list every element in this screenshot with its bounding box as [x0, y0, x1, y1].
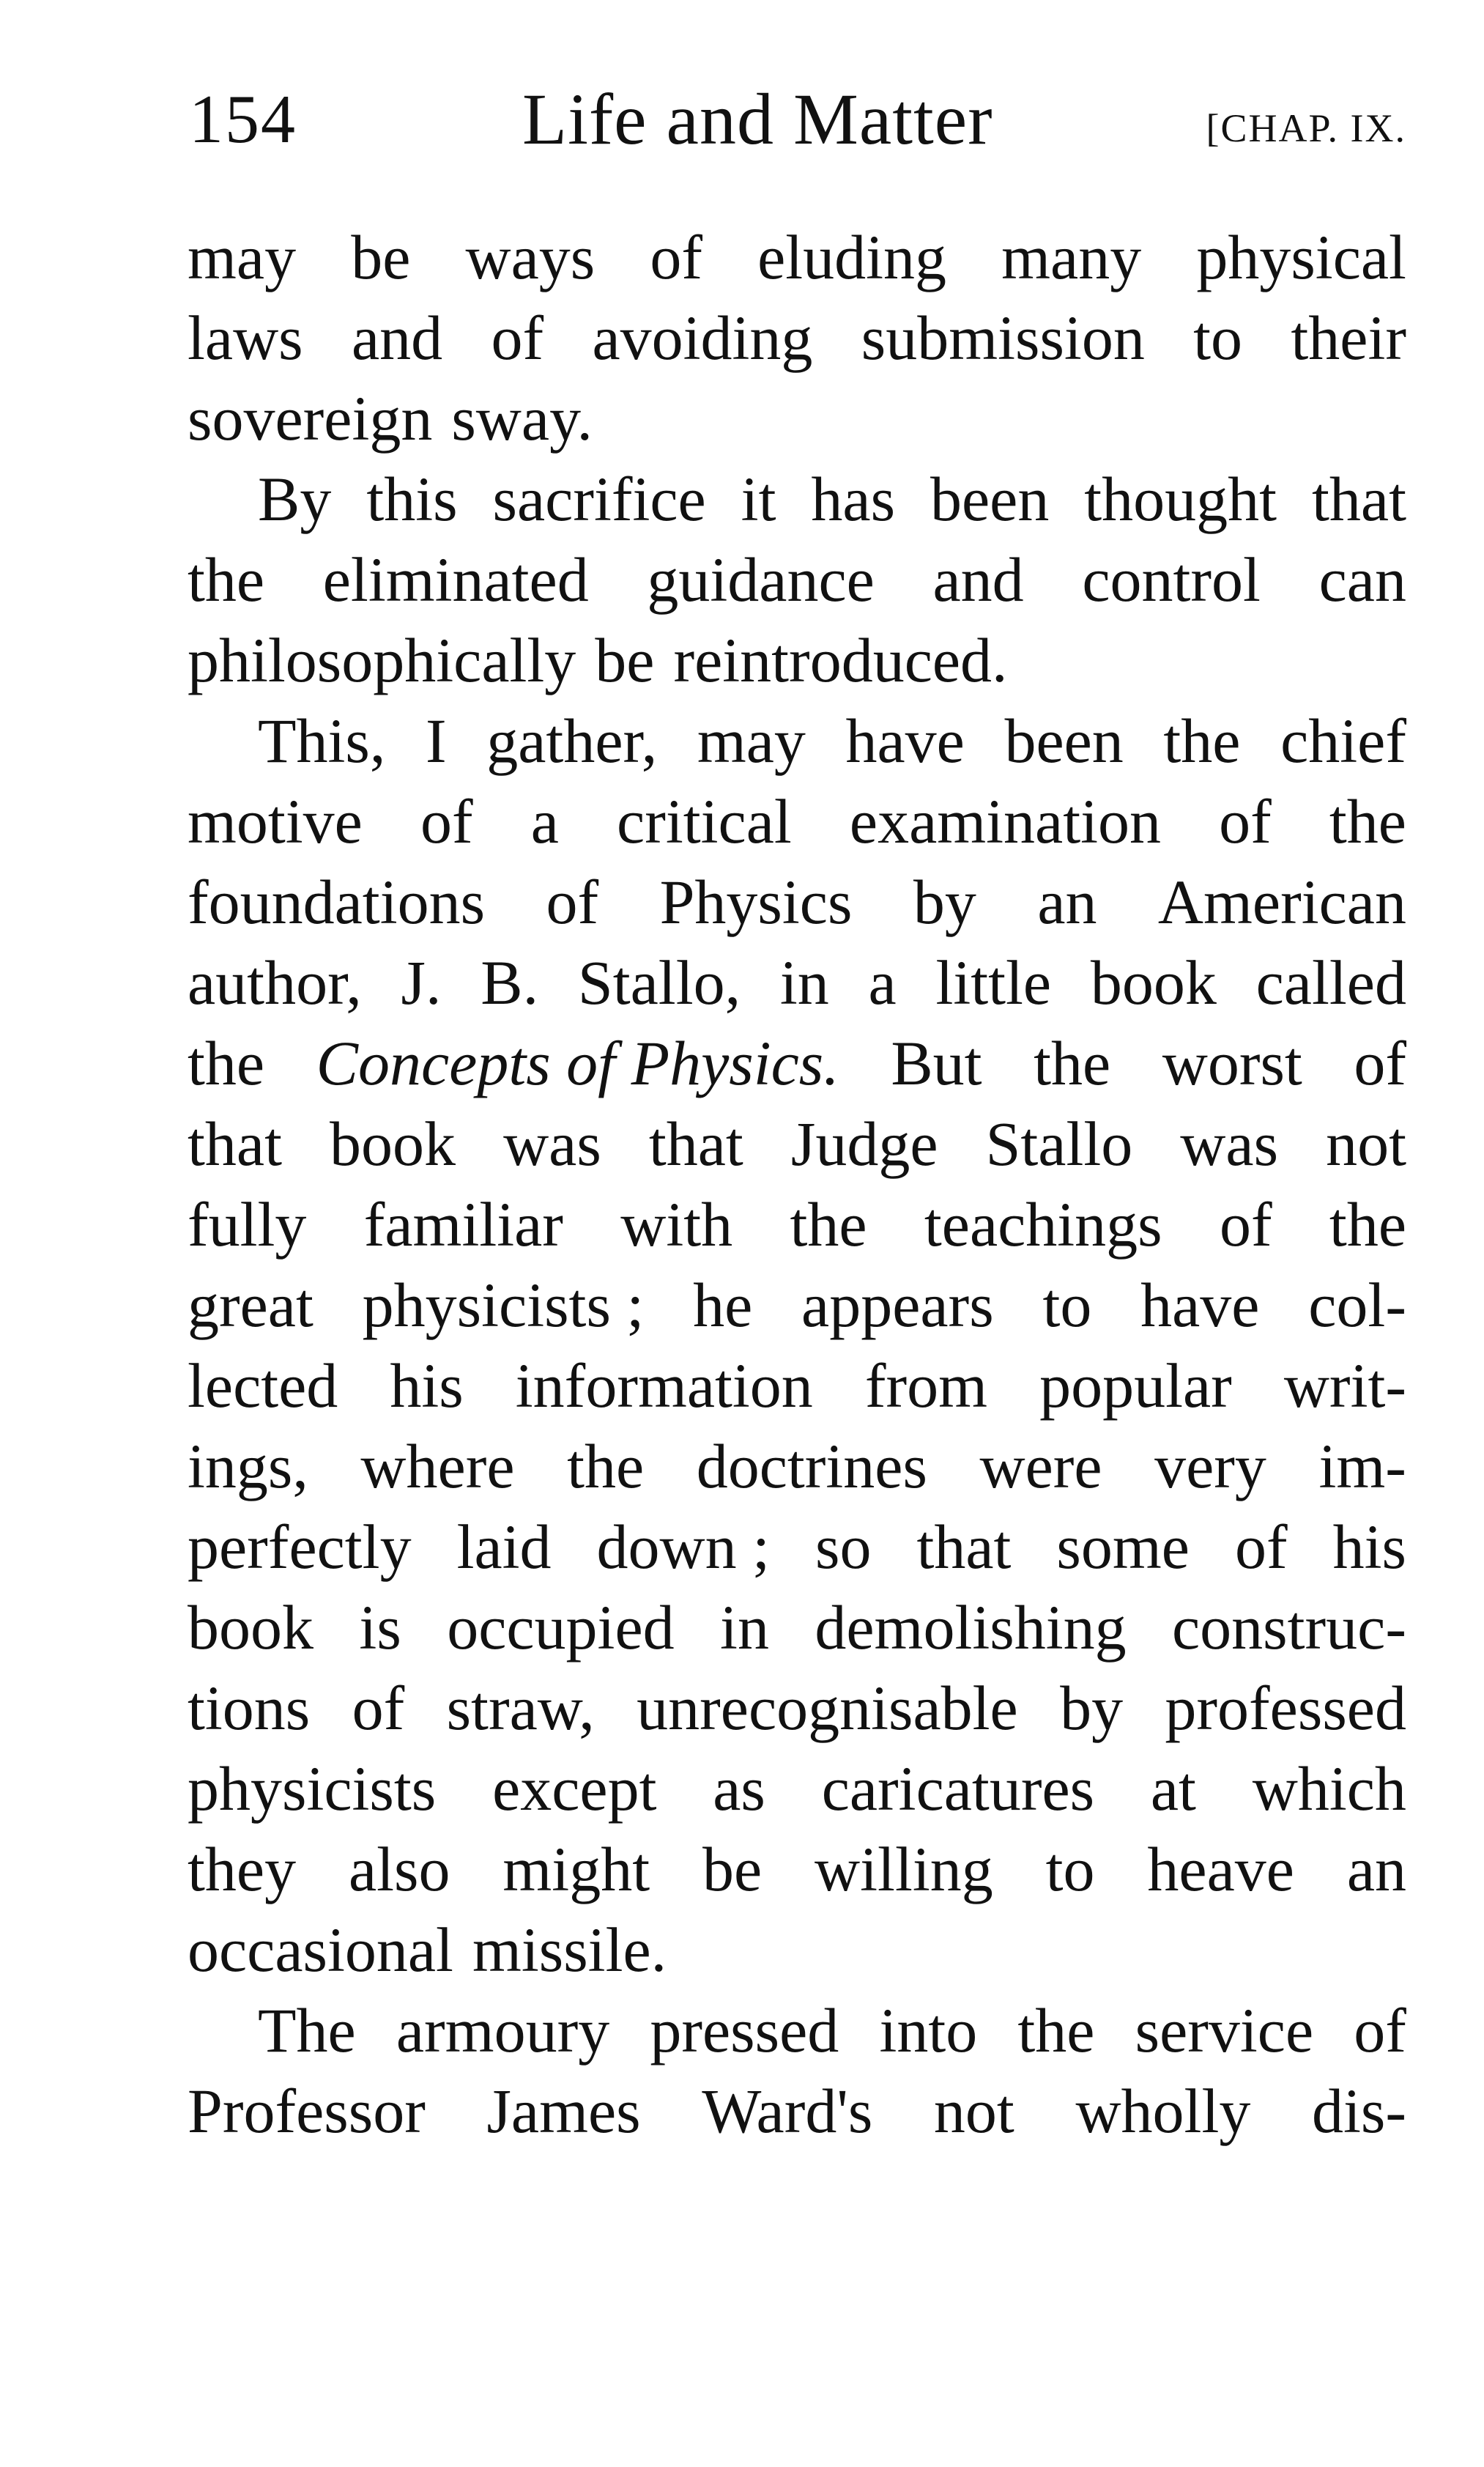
word: examination — [849, 786, 1161, 857]
word: avoiding — [592, 303, 813, 373]
word: is — [359, 1592, 401, 1662]
word: to — [1193, 303, 1243, 373]
word: occupied — [447, 1592, 675, 1662]
word: tions — [188, 1673, 311, 1743]
word: critical — [617, 786, 792, 857]
word: By — [258, 464, 332, 534]
word: missile. — [472, 1915, 667, 1985]
text-line — [188, 1587, 1406, 1668]
running-title: Life and Matter — [522, 78, 993, 160]
text-line — [188, 1829, 1406, 1909]
word: an — [1346, 1834, 1406, 1904]
word: eliminated — [322, 544, 589, 615]
text-line — [188, 1184, 1406, 1265]
word: Physics — [659, 867, 853, 937]
word: book — [188, 1592, 314, 1662]
text-line — [188, 1023, 1406, 1103]
word: be — [351, 222, 411, 292]
word: willing — [815, 1834, 993, 1904]
word: Judge — [790, 1109, 938, 1179]
text-line — [188, 378, 1406, 459]
word: author, — [188, 947, 362, 1018]
word: this — [366, 464, 458, 534]
text-line — [188, 1345, 1406, 1426]
word: physical — [1196, 222, 1406, 292]
word: by — [1060, 1673, 1124, 1743]
word: But — [891, 1028, 982, 1098]
word: thought — [1084, 464, 1277, 534]
word: book — [1090, 947, 1217, 1018]
word: some — [1056, 1512, 1190, 1582]
word: was — [503, 1109, 601, 1179]
word: im- — [1318, 1431, 1406, 1501]
word: service — [1135, 1995, 1314, 2065]
word: many — [1001, 222, 1142, 292]
word: and — [351, 303, 443, 373]
word: the — [567, 1431, 645, 1501]
word: not — [933, 2076, 1014, 2146]
word: that — [1312, 464, 1406, 534]
word: little — [935, 947, 1052, 1018]
word: were — [979, 1431, 1102, 1501]
word: physicists ; — [362, 1270, 645, 1340]
word: I — [426, 706, 447, 776]
word: the — [1329, 786, 1406, 857]
word: also — [348, 1834, 450, 1904]
text-line — [188, 862, 1406, 942]
text-line — [188, 700, 1406, 781]
word: submission — [861, 303, 1145, 373]
body-text — [188, 217, 1406, 2151]
word: they — [188, 1834, 297, 1904]
word: col- — [1308, 1270, 1406, 1340]
chapter-reference: [CHAP. IX. — [1206, 106, 1406, 150]
word: This, — [258, 706, 386, 776]
word: be — [595, 625, 655, 695]
word: of — [1354, 1028, 1406, 1098]
word: Stallo, — [577, 947, 741, 1018]
word: caricatures — [821, 1753, 1095, 1824]
word: guidance — [647, 544, 875, 615]
word: ways — [465, 222, 596, 292]
word: motive — [188, 786, 363, 857]
word: a — [868, 947, 897, 1018]
word: sacrifice — [492, 464, 706, 534]
text-line — [188, 1990, 1406, 2071]
word: may — [697, 706, 806, 776]
word: that — [648, 1109, 743, 1179]
word: dis- — [1311, 2076, 1406, 2146]
text-line — [188, 1668, 1406, 1748]
word: professed — [1165, 1673, 1406, 1743]
word: doctrines — [696, 1431, 927, 1501]
text-line — [188, 1265, 1406, 1345]
word: control — [1082, 544, 1261, 615]
text-line — [188, 1103, 1406, 1184]
word: straw, — [446, 1673, 595, 1743]
word: physicists — [188, 1753, 437, 1824]
word: he — [693, 1270, 753, 1340]
text-line — [188, 539, 1406, 620]
word: down ; — [596, 1512, 771, 1582]
word: so — [815, 1512, 872, 1582]
word: sovereign — [188, 383, 433, 454]
word: that — [916, 1512, 1012, 1582]
word: foundations — [188, 867, 486, 937]
word: reintroduced. — [673, 625, 1008, 695]
word: teachings — [924, 1189, 1162, 1260]
word: their — [1291, 303, 1406, 373]
text-line — [188, 781, 1406, 862]
text-line — [188, 942, 1406, 1023]
word: construc- — [1172, 1592, 1406, 1662]
word: except — [492, 1753, 657, 1824]
word: The — [258, 1995, 356, 2065]
word: into — [879, 1995, 978, 2065]
word: the — [790, 1189, 867, 1260]
word: the — [1034, 1028, 1111, 1098]
word: book — [330, 1109, 456, 1179]
word: great — [188, 1270, 314, 1340]
word: of — [1219, 786, 1272, 857]
word: appears — [801, 1270, 994, 1340]
word: lected — [188, 1350, 338, 1421]
word: has — [811, 464, 896, 534]
word: have — [845, 706, 965, 776]
word: eluding — [757, 222, 947, 292]
text-line — [188, 2071, 1406, 2151]
word: American — [1157, 867, 1406, 937]
word: at — [1150, 1753, 1196, 1824]
word: worst — [1162, 1028, 1302, 1098]
word: of — [1354, 1995, 1406, 2065]
text-line — [188, 1748, 1406, 1829]
word: called — [1255, 947, 1406, 1018]
page-header — [189, 79, 1406, 160]
word: chief — [1280, 706, 1406, 776]
word: the — [1329, 1189, 1406, 1260]
text-line — [188, 1506, 1406, 1587]
word: J. — [401, 947, 442, 1018]
word: occasional — [188, 1915, 453, 1985]
text-line — [188, 217, 1406, 297]
word: the — [188, 544, 265, 615]
word: Professor — [188, 2076, 426, 2146]
word: his — [1332, 1512, 1406, 1582]
word: may — [188, 222, 297, 292]
word: by — [913, 867, 976, 937]
word: ings, — [188, 1431, 308, 1501]
word: of — [1234, 1512, 1288, 1582]
word: his — [390, 1350, 464, 1421]
word: and — [932, 544, 1024, 615]
word: the — [1017, 1995, 1095, 2065]
word: been — [930, 464, 1050, 534]
word: in — [720, 1592, 769, 1662]
word: was — [1180, 1109, 1279, 1179]
book-title: Concepts of Physics. — [316, 1028, 839, 1098]
word: of — [1219, 1189, 1272, 1260]
word: B. — [481, 947, 539, 1018]
word: familiar — [363, 1189, 563, 1260]
word: of — [546, 867, 599, 937]
page-number: 154 — [189, 81, 297, 158]
word: James — [486, 2076, 641, 2146]
word: to — [1045, 1834, 1095, 1904]
text-line — [188, 1909, 1406, 1990]
word: popular — [1039, 1350, 1232, 1421]
word: wholly — [1075, 2076, 1251, 2146]
word: where — [360, 1431, 515, 1501]
text-line — [188, 620, 1406, 700]
word: Stallo — [985, 1109, 1133, 1179]
word: to — [1042, 1270, 1092, 1340]
word: can — [1318, 544, 1406, 615]
word: might — [502, 1834, 650, 1904]
text-line — [188, 297, 1406, 378]
word: not — [1326, 1109, 1406, 1179]
word: an — [1037, 867, 1097, 937]
word: of — [420, 786, 473, 857]
word: heave — [1147, 1834, 1294, 1904]
word: in — [779, 947, 829, 1018]
word: philosophically — [188, 625, 576, 695]
word: armoury — [396, 1995, 610, 2065]
word: which — [1252, 1753, 1406, 1824]
word: of — [352, 1673, 405, 1743]
text-line — [188, 1426, 1406, 1506]
text-line — [188, 459, 1406, 539]
word: the — [188, 1028, 265, 1098]
word: laws — [188, 303, 303, 373]
word: pressed — [650, 1995, 839, 2065]
word: demolishing — [815, 1592, 1127, 1662]
word: information — [515, 1350, 813, 1421]
word: with — [620, 1189, 733, 1260]
word: the — [1163, 706, 1241, 776]
word: laid — [456, 1512, 552, 1582]
word: of — [491, 303, 544, 373]
word: that — [188, 1109, 282, 1179]
word: perfectly — [188, 1512, 412, 1582]
word: very — [1154, 1431, 1266, 1501]
word: it — [741, 464, 776, 534]
word: as — [713, 1753, 765, 1824]
word: unrecognisable — [637, 1673, 1018, 1743]
word: been — [1004, 706, 1124, 776]
word: fully — [188, 1189, 307, 1260]
word: Ward's — [702, 2076, 873, 2146]
word: have — [1140, 1270, 1260, 1340]
word: sway. — [451, 383, 593, 454]
word: a — [530, 786, 559, 857]
word: writ- — [1283, 1350, 1406, 1421]
word: gather, — [486, 706, 658, 776]
word: be — [702, 1834, 763, 1904]
word: of — [650, 222, 702, 292]
word: from — [864, 1350, 988, 1421]
